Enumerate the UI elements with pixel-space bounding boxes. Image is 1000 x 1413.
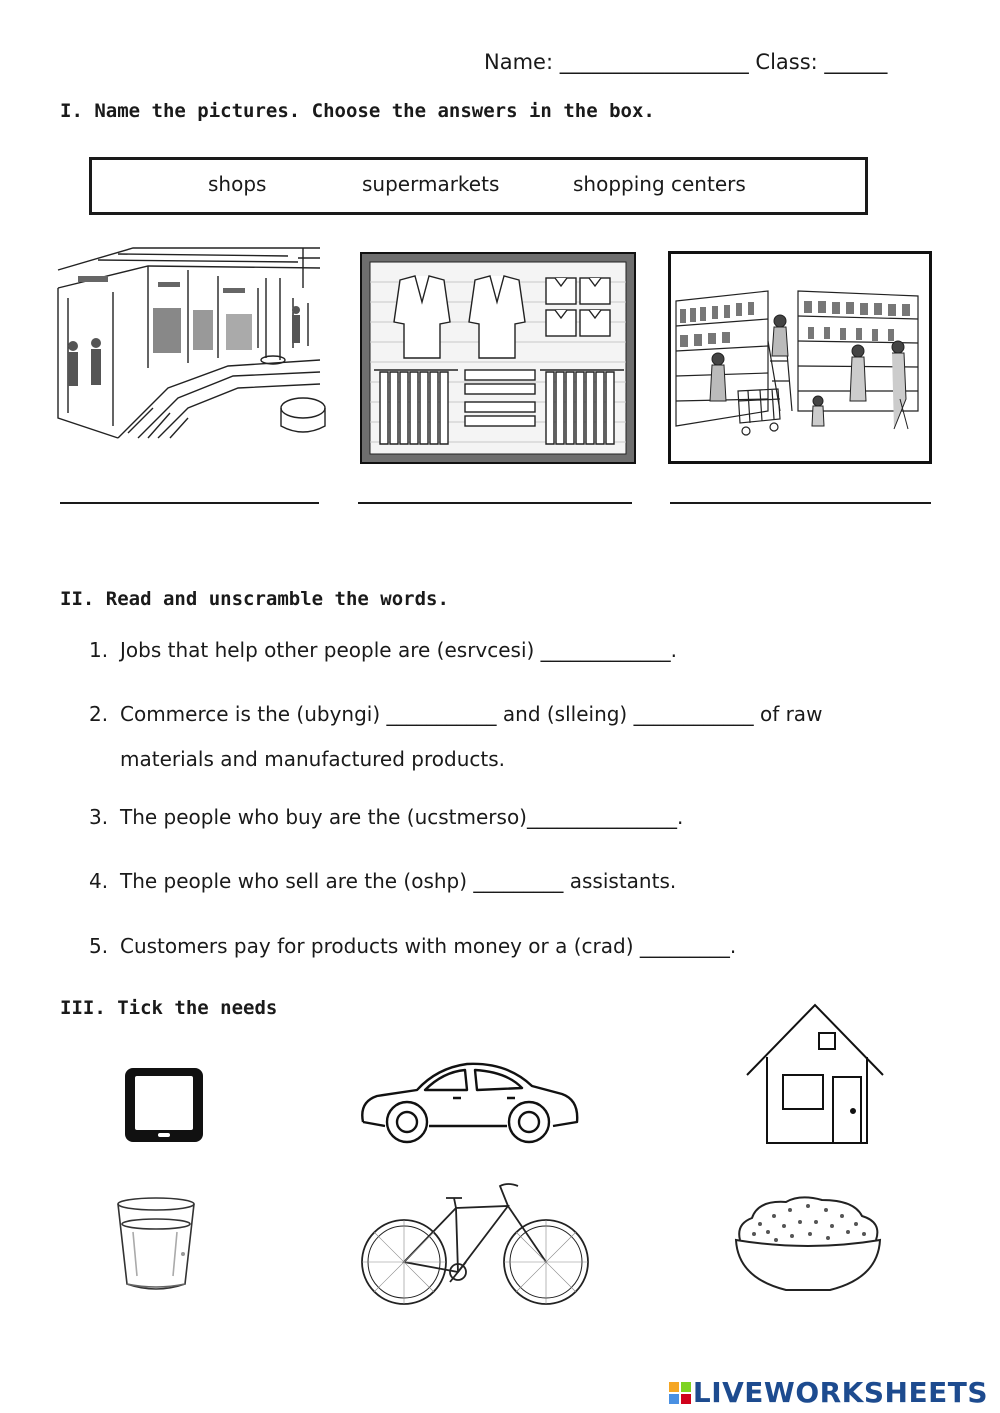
question-4-number: 4. <box>89 869 109 893</box>
class-blank[interactable]: ______ <box>824 50 888 74</box>
question-3-number: 3. <box>89 805 109 829</box>
section-3-title: III. Tick the needs <box>60 997 278 1019</box>
name-label: Name: <box>484 50 554 74</box>
question-5-number: 5. <box>89 934 109 958</box>
class-label: Class: <box>755 50 818 74</box>
question-3-text: The people who buy are the (ucstmerso)_______________. <box>120 805 684 829</box>
glass-of-water-icon[interactable] <box>113 1196 199 1294</box>
bowl-of-rice-icon[interactable] <box>730 1194 886 1298</box>
answer-line-3[interactable] <box>670 502 931 504</box>
name-blank[interactable]: __________________ <box>559 50 749 74</box>
question-2-text: Commerce is the (ubyngi) ___________ and (slleing) ____________ of raw <box>120 702 823 726</box>
answer-line-1[interactable] <box>60 502 319 504</box>
student-info-header <box>484 50 887 74</box>
question-5-text: Customers pay for products with money or a (crad) _________. <box>120 934 737 958</box>
word-shopping-centers: shopping centers <box>573 172 746 196</box>
house-icon[interactable] <box>743 1001 888 1147</box>
question-1-text: Jobs that help other people are (esrvcesi) _____________. <box>120 638 678 662</box>
clothes-shop-picture <box>360 252 636 464</box>
section-1-title: I. Name the pictures. Choose the answers in the box. <box>60 100 655 122</box>
section-2-title: II. Read and unscramble the words. <box>60 588 449 610</box>
bicycle-icon[interactable] <box>358 1178 592 1308</box>
word-shops: shops <box>208 172 267 196</box>
brand-text: LIVEWORKSHEETS <box>692 1376 988 1409</box>
question-2-number: 2. <box>89 702 109 726</box>
question-4-text: The people who sell are the (oshp) _________ assistants. <box>120 869 677 893</box>
supermarket-picture <box>668 251 932 464</box>
liveworksheets-logo <box>669 1376 988 1409</box>
question-1-number: 1. <box>89 638 109 662</box>
shopping-center-picture <box>58 248 320 438</box>
question-2-text-continued: materials and manufactured products. <box>120 747 505 771</box>
word-box <box>89 157 868 215</box>
word-supermarkets: supermarkets <box>362 172 500 196</box>
answer-line-2[interactable] <box>358 502 632 504</box>
liveworksheets-logo-icon <box>669 1382 691 1404</box>
car-icon[interactable] <box>357 1060 581 1148</box>
tablet-icon[interactable] <box>123 1066 205 1144</box>
